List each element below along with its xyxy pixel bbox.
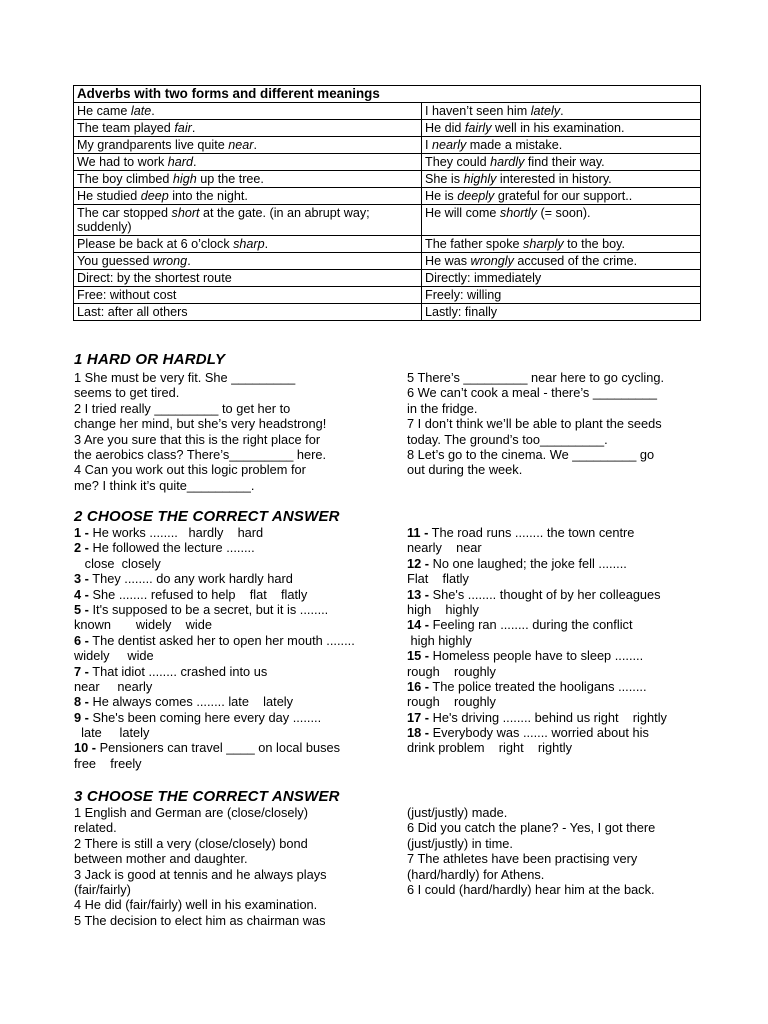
question-number: 7 - xyxy=(74,663,89,679)
exercise-line: 2 There is still a very (close/closely) bond xyxy=(74,835,308,851)
exercise-line: 1 English and German are (close/closely) xyxy=(74,805,309,820)
exercise-line: between mother and daughter. xyxy=(74,851,248,867)
exercise-line xyxy=(74,556,355,571)
table-header-row xyxy=(74,86,701,103)
exercise-line xyxy=(407,556,667,571)
section-2-right-column xyxy=(407,525,667,756)
adverb-form-cell xyxy=(422,205,701,236)
emphasized-adverb: fairly xyxy=(464,121,492,135)
cell-text: The car stopped xyxy=(77,206,172,220)
cell-text: Please be back at 6 o’clock xyxy=(77,237,234,251)
adverb-form-cell xyxy=(422,270,701,287)
question-text: Homeless people have to sleep ........ xyxy=(429,648,644,664)
cell-text: She is xyxy=(425,172,464,186)
cell-text: He was xyxy=(425,254,471,268)
question-text: high highly xyxy=(407,601,479,617)
exercise-line: seems to get tired. xyxy=(74,385,180,401)
question-text: Flat flatly xyxy=(407,571,469,587)
cell-text: I haven’t seen him xyxy=(425,104,531,118)
question-text: late lately xyxy=(74,725,150,741)
cell-text: . xyxy=(191,121,196,135)
adjective-form-cell xyxy=(74,304,422,321)
adjective-form-cell xyxy=(74,137,422,154)
exercise-line xyxy=(407,710,667,725)
adverb-form-cell xyxy=(422,253,701,270)
adverb-form-cell xyxy=(422,120,701,137)
question-text: They ........ do any work hardly hard xyxy=(88,571,293,587)
question-number: 2 - xyxy=(74,540,89,556)
cell-text: The father spoke xyxy=(425,237,524,251)
exercise-line xyxy=(74,725,355,740)
question-text: The police treated the hooligans ........ xyxy=(429,678,647,694)
question-text: rough roughly xyxy=(407,694,496,710)
cell-text: You guessed xyxy=(77,254,153,268)
question-number: 11 - xyxy=(407,525,429,540)
cell-text: at the gate. (in an abrupt way; suddenly) xyxy=(77,206,370,234)
exercise-line: 6 I could (hard/hardly) hear him at the back. xyxy=(407,881,655,897)
exercise-line xyxy=(74,540,355,555)
exercise-line: 5 The decision to elect him as chairman was xyxy=(74,912,326,928)
table-row xyxy=(74,171,701,188)
exercise-line xyxy=(407,525,667,540)
table-row xyxy=(74,270,701,287)
exercise-line: 4 Can you work out this logic problem for xyxy=(74,462,306,478)
exercise-line: me? I think it’s quite_________. xyxy=(74,477,255,493)
cell-text: He did xyxy=(425,121,465,135)
adverb-form-cell xyxy=(422,171,701,188)
cell-text: . xyxy=(253,138,257,152)
adverb-form-cell xyxy=(422,137,701,154)
cell-text: He studied xyxy=(77,189,141,203)
adjective-form-cell xyxy=(74,154,422,171)
question-number: 16 - xyxy=(407,678,430,694)
cell-text: to the boy. xyxy=(563,237,626,251)
section-1-title: 1 HARD OR HARDLY xyxy=(74,351,226,368)
exercise-line: 7 I don’t think we’ll be able to plant the seeds xyxy=(407,416,662,432)
question-text: Pensioners can travel ____ on local buses xyxy=(96,740,341,756)
emphasized-adverb: sharply xyxy=(523,237,564,251)
table-row xyxy=(74,120,701,137)
question-text: He's driving ........ behind us right rightly xyxy=(429,709,667,725)
exercise-line: 4 He did (fair/fairly) well in his examination. xyxy=(74,897,318,913)
emphasized-adverb: hardly xyxy=(490,155,525,169)
cell-text: (= soon). xyxy=(536,206,591,220)
question-text: known widely wide xyxy=(74,617,212,633)
adverb-form-cell xyxy=(422,236,701,253)
table-row xyxy=(74,253,701,270)
question-text: He followed the lecture ........ xyxy=(88,540,255,556)
question-text: drink problem right rightly xyxy=(407,740,572,756)
exercise-line xyxy=(407,602,667,617)
exercise-line xyxy=(407,571,667,586)
table-row xyxy=(74,304,701,321)
question-text: widely wide xyxy=(74,648,154,664)
section-2-left-column xyxy=(74,525,355,771)
exercise-line xyxy=(74,571,355,586)
question-number: 9 - xyxy=(74,709,89,725)
cell-text: into the night. xyxy=(168,189,248,203)
emphasized-adverb: deeply xyxy=(457,189,495,203)
exercise-line xyxy=(407,587,667,602)
cell-text: The team played xyxy=(77,121,175,135)
question-number: 8 - xyxy=(74,694,89,710)
adverb-form-cell xyxy=(422,154,701,171)
cell-text: grateful for our support.. xyxy=(494,189,633,203)
exercise-line: 5 There’s _________ near here to go cycling. xyxy=(407,370,665,385)
exercise-line: related. xyxy=(74,820,117,836)
cell-text: up the tree. xyxy=(196,172,264,186)
question-number: 13 - xyxy=(407,586,430,602)
question-number: 14 - xyxy=(407,617,430,633)
emphasized-adverb: sharp xyxy=(233,237,265,251)
exercise-line xyxy=(74,710,355,725)
adjective-form-cell xyxy=(74,287,422,304)
exercise-line: 8 Let’s go to the cinema. We _________ go xyxy=(407,446,655,462)
question-text: Everybody was ....... worried about his xyxy=(429,725,649,741)
exercise-line: 2 I tried really _________ to get her to xyxy=(74,400,291,416)
question-number: 3 - xyxy=(74,571,89,587)
cell-text: I xyxy=(425,138,432,152)
exercise-line xyxy=(407,664,667,679)
question-text: high highly xyxy=(407,632,472,648)
emphasized-adverb: deep xyxy=(140,189,169,203)
table-row xyxy=(74,236,701,253)
table-header: Adverbs with two forms and different meanings xyxy=(74,86,701,103)
emphasized-adverb: short xyxy=(171,206,200,220)
section-3-right-column xyxy=(407,805,655,897)
emphasized-adverb: near xyxy=(228,138,254,152)
exercise-line: today. The ground’s too_________. xyxy=(407,431,608,447)
exercise-line: (just/justly) in time. xyxy=(407,835,513,851)
adjective-form-cell xyxy=(74,103,422,120)
exercise-line xyxy=(74,694,355,709)
cell-text: Lastly: finally xyxy=(425,305,498,319)
question-text: The road runs ........ the town centre xyxy=(428,525,635,540)
adverbs-table xyxy=(73,85,701,321)
exercise-line: 7 The athletes have been practising very xyxy=(407,851,638,867)
exercise-line xyxy=(74,740,355,755)
cell-text: . xyxy=(560,104,564,118)
exercise-line xyxy=(407,694,667,709)
cell-text: . xyxy=(187,254,191,268)
question-number: 1 - xyxy=(74,525,89,540)
exercise-line: out during the week. xyxy=(407,462,523,478)
emphasized-adverb: hard xyxy=(167,155,193,169)
exercise-line xyxy=(74,617,355,632)
cell-text: We had to work xyxy=(77,155,168,169)
question-text: She's ........ thought of by her colleagues xyxy=(429,586,661,602)
question-number: 17 - xyxy=(407,709,430,725)
exercise-line: (fair/fairly) xyxy=(74,881,131,897)
question-number: 6 - xyxy=(74,632,89,648)
adjective-form-cell xyxy=(74,205,422,236)
cell-text: made a mistake. xyxy=(466,138,563,152)
question-text: It's supposed to be a secret, but it is ........ xyxy=(88,601,329,617)
section-3-title: 3 CHOOSE THE CORRECT ANSWER xyxy=(74,788,340,805)
question-text: The dentist asked her to open her mouth ........ xyxy=(88,632,355,648)
cell-text: Directly: immediately xyxy=(425,271,542,285)
exercise-line xyxy=(74,756,355,771)
question-number: 4 - xyxy=(74,586,89,602)
exercise-line xyxy=(407,540,667,555)
emphasized-adverb: wrongly xyxy=(470,254,514,268)
adjective-form-cell xyxy=(74,120,422,137)
adjective-form-cell xyxy=(74,188,422,205)
table-row xyxy=(74,103,701,120)
section-3-left-column xyxy=(74,805,327,928)
question-number: 12 - xyxy=(407,555,430,571)
exercise-line: change her mind, but she’s very headstrong! xyxy=(74,416,327,432)
question-number: 10 - xyxy=(74,740,97,756)
table-row xyxy=(74,137,701,154)
cell-text: . xyxy=(151,104,155,118)
question-text: rough roughly xyxy=(407,663,496,679)
adjective-form-cell xyxy=(74,270,422,287)
cell-text: . xyxy=(264,237,269,251)
adverb-form-cell xyxy=(422,188,701,205)
table-row xyxy=(74,205,701,236)
table-row xyxy=(74,154,701,171)
exercise-line: 6 Did you catch the plane? - Yes, I got there xyxy=(407,820,656,836)
question-text: She ........ refused to help flat flatly xyxy=(88,586,308,602)
exercise-line: the aerobics class? There’s_________ here. xyxy=(74,446,327,462)
exercise-line xyxy=(74,648,355,663)
question-text: He works ........ hardly hard xyxy=(88,525,264,540)
question-text: He always comes ........ late lately xyxy=(88,694,294,710)
section-1-right-column xyxy=(407,370,664,478)
question-text: She's been coming here every day ........ xyxy=(88,709,322,725)
cell-text: interested in history. xyxy=(496,172,612,186)
exercise-line xyxy=(407,648,667,663)
adverb-form-cell xyxy=(422,304,701,321)
exercise-line xyxy=(407,725,667,740)
exercise-line: in the fridge. xyxy=(407,400,478,416)
table-row xyxy=(74,287,701,304)
exercise-line: 3 Jack is good at tennis and he always plays xyxy=(74,866,327,882)
exercise-line xyxy=(74,664,355,679)
adverb-form-cell xyxy=(422,287,701,304)
cell-text: . xyxy=(192,155,197,169)
cell-text: find their way. xyxy=(524,155,605,169)
question-text: free freely xyxy=(74,755,142,771)
section-1-left-column xyxy=(74,370,326,493)
cell-text: Freely: willing xyxy=(425,288,502,302)
emphasized-adverb: fair xyxy=(174,121,192,135)
adjective-form-cell xyxy=(74,171,422,188)
exercise-line xyxy=(74,633,355,648)
question-text: close closely xyxy=(74,555,161,571)
exercise-line xyxy=(407,633,667,648)
cell-text: They could xyxy=(425,155,491,169)
exercise-line: (hard/hardly) for Athens. xyxy=(407,866,545,882)
cell-text: Last: after all others xyxy=(77,305,188,319)
cell-text: Free: without cost xyxy=(77,288,177,302)
section-2-title: 2 CHOOSE THE CORRECT ANSWER xyxy=(74,508,340,525)
exercise-line: (just/justly) made. xyxy=(407,805,508,820)
adjective-form-cell xyxy=(74,253,422,270)
cell-text: He will come xyxy=(425,206,500,220)
exercise-line xyxy=(407,679,667,694)
cell-text: The boy climbed xyxy=(77,172,173,186)
exercise-line xyxy=(74,679,355,694)
question-number: 18 - xyxy=(407,725,430,741)
exercise-line xyxy=(407,740,667,755)
exercise-line xyxy=(407,617,667,632)
emphasized-adverb: high xyxy=(172,172,197,186)
exercise-line xyxy=(74,587,355,602)
question-text: Feeling ran ........ during the conflict xyxy=(429,617,633,633)
adverb-form-cell xyxy=(422,103,701,120)
emphasized-adverb: nearly xyxy=(432,138,467,152)
adjective-form-cell xyxy=(74,236,422,253)
emphasized-adverb: wrong xyxy=(152,254,188,268)
cell-text: He is xyxy=(425,189,458,203)
cell-text: Direct: by the shortest route xyxy=(77,271,232,285)
emphasized-adverb: highly xyxy=(463,172,497,186)
exercise-line xyxy=(74,602,355,617)
exercise-line: 6 We can’t cook a meal - there’s _________ xyxy=(407,385,657,401)
emphasized-adverb: lately xyxy=(530,104,561,118)
exercise-line xyxy=(74,525,355,540)
exercise-line: 1 She must be very fit. She _________ xyxy=(74,370,296,385)
question-text: No one laughed; the joke fell ........ xyxy=(429,555,627,571)
emphasized-adverb: shortly xyxy=(499,206,537,220)
question-text: near nearly xyxy=(74,678,153,694)
cell-text: well in his examination. xyxy=(491,121,625,135)
cell-text: My grandparents live quite xyxy=(77,138,229,152)
table-row xyxy=(74,188,701,205)
cell-text: accused of the crime. xyxy=(513,254,638,268)
question-text: nearly near xyxy=(407,540,482,556)
question-text: That idiot ........ crashed into us xyxy=(88,663,268,679)
emphasized-adverb: late xyxy=(130,104,152,118)
cell-text: He came xyxy=(77,104,131,118)
exercise-line: 3 Are you sure that this is the right place for xyxy=(74,431,321,447)
question-number: 15 - xyxy=(407,648,430,664)
question-number: 5 - xyxy=(74,601,89,617)
